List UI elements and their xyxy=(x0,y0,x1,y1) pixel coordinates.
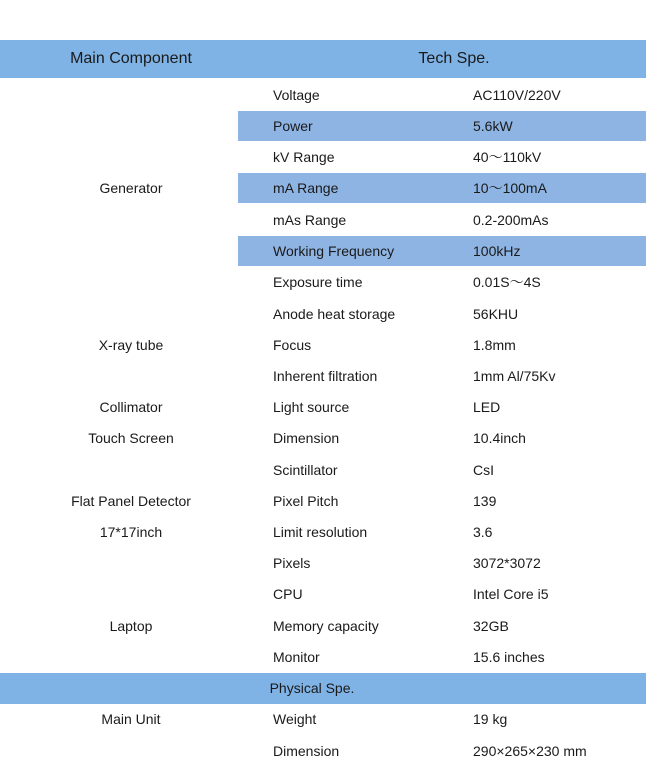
physical-value: 290×265×230 mm xyxy=(473,743,587,759)
spec-value: 5.6kW xyxy=(473,118,513,134)
spec-param: Pixel Pitch xyxy=(273,493,339,509)
spec-param: Light source xyxy=(273,399,350,415)
spec-param: Pixels xyxy=(273,555,311,571)
spec-param: mA Range xyxy=(273,180,339,196)
spec-value: 10.4inch xyxy=(473,430,526,446)
component-generator: Generator xyxy=(99,180,163,196)
spec-value: 40～110kV xyxy=(473,149,542,165)
spec-row xyxy=(238,361,646,391)
spec-row xyxy=(238,330,646,360)
spec-row xyxy=(238,486,646,516)
spec-row xyxy=(238,392,646,422)
spec-value: CsI xyxy=(473,462,494,478)
spec-value: 100kHz xyxy=(473,243,521,259)
header-tech-spec: Tech Spe. xyxy=(418,50,490,67)
spec-value: 10～100mA xyxy=(473,180,547,196)
physical-spec-label: Physical Spe. xyxy=(269,680,355,696)
component-xray-tube: X-ray tube xyxy=(98,337,164,353)
spec-value: 3.6 xyxy=(473,524,493,540)
spec-param: Monitor xyxy=(273,649,320,665)
spec-param: CPU xyxy=(273,586,303,602)
spec-row xyxy=(238,423,646,453)
spec-row xyxy=(238,205,646,235)
spec-value: 1.8mm xyxy=(473,337,516,353)
spec-param: Power xyxy=(273,118,313,134)
spec-value: 56KHU xyxy=(473,306,519,322)
spec-param: Focus xyxy=(273,337,312,353)
component-flat-panel-detector: Flat Panel Detector xyxy=(71,493,191,509)
spec-param: Dimension xyxy=(273,430,340,446)
component-touch-screen: Touch Screen xyxy=(88,430,174,446)
spec-param: Scintillator xyxy=(273,462,338,478)
spec-value: 0.2-200mAs xyxy=(473,212,549,228)
spec-param: Voltage xyxy=(273,87,320,103)
spec-param: Limit resolution xyxy=(273,524,368,540)
spec-value: 15.6 inches xyxy=(473,649,545,665)
spec-value: AC110V/220V xyxy=(473,87,561,103)
spec-param: Working Frequency xyxy=(273,243,395,259)
header-main-component: Main Component xyxy=(70,50,192,67)
spec-row xyxy=(238,80,646,110)
component-main-unit: Main Unit xyxy=(101,711,161,727)
spec-row xyxy=(238,142,646,172)
spec-param: Memory capacity xyxy=(273,618,379,634)
spec-param: Exposure time xyxy=(273,274,363,290)
spec-row xyxy=(238,267,646,297)
table-header xyxy=(0,40,646,78)
spec-row xyxy=(238,173,646,203)
spec-row xyxy=(238,611,646,641)
spec-value: 0.01S～4S xyxy=(473,274,541,290)
component-collimator: Collimator xyxy=(99,399,163,415)
spec-param: kV Range xyxy=(273,149,335,165)
spec-value: Intel Core i5 xyxy=(473,586,549,602)
physical-value: 19 kg xyxy=(473,711,508,727)
spec-row xyxy=(238,517,646,547)
physical-spec-section xyxy=(0,673,646,704)
spec-value: 3072*3072 xyxy=(473,555,541,571)
component-flat-panel-size: 17*17inch xyxy=(99,524,163,540)
spec-param: mAs Range xyxy=(273,212,347,228)
spec-value: LED xyxy=(473,399,501,415)
spec-param: Inherent filtration xyxy=(273,368,378,384)
physical-row xyxy=(238,736,646,766)
spec-row xyxy=(238,455,646,485)
spec-value: 1mm Al/75Kv xyxy=(473,368,556,384)
physical-row xyxy=(238,704,646,734)
spec-row xyxy=(238,111,646,141)
spec-row xyxy=(238,548,646,578)
spec-row xyxy=(238,642,646,672)
spec-row xyxy=(238,299,646,329)
spec-value: 139 xyxy=(473,493,497,509)
spec-row xyxy=(238,236,646,266)
spec-row xyxy=(238,579,646,609)
physical-param: Weight xyxy=(273,711,317,727)
spec-param: Anode heat storage xyxy=(273,306,396,322)
component-laptop: Laptop xyxy=(109,618,153,634)
physical-param: Dimension xyxy=(273,743,340,759)
spec-value: 32GB xyxy=(473,618,509,634)
